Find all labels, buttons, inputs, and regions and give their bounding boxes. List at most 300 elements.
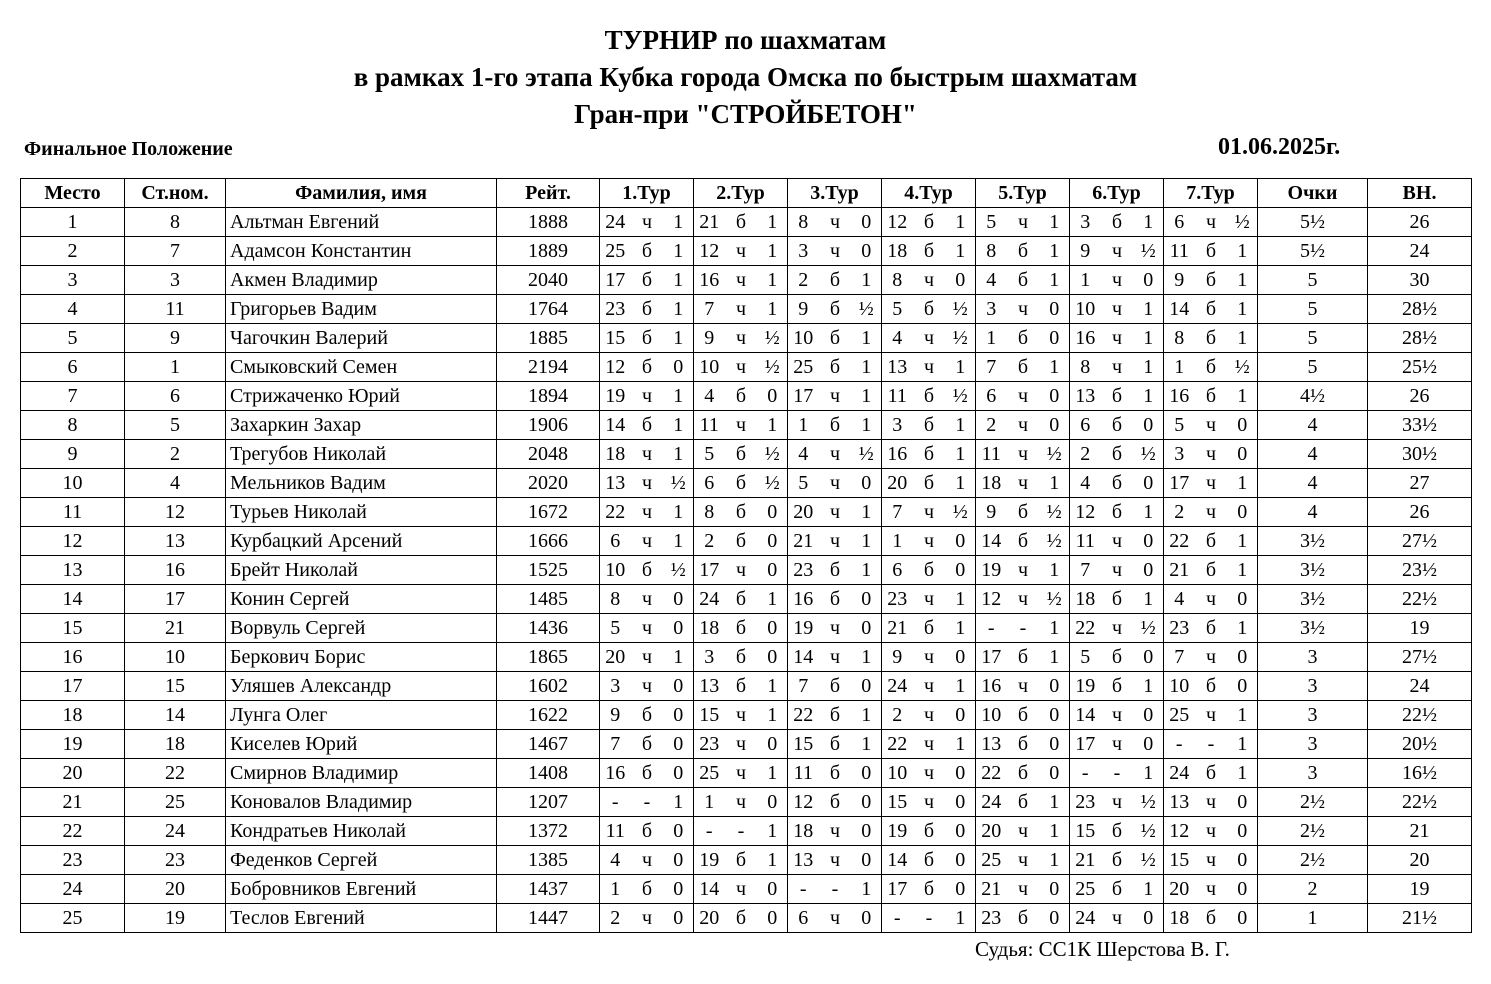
round-2-opponent-cell: 23 bbox=[694, 730, 725, 759]
round-1-colour-cell: б bbox=[631, 324, 664, 353]
round-3-result-cell: 0 bbox=[852, 585, 882, 614]
round-6-colour-cell: ч bbox=[1101, 614, 1134, 643]
round-1-colour-cell: ч bbox=[631, 643, 664, 672]
round-4-opponent-cell: 8 bbox=[882, 266, 913, 295]
round-4-opponent-cell: 9 bbox=[882, 643, 913, 672]
start-number-cell: 8 bbox=[125, 208, 226, 237]
round-1-opponent-cell: 24 bbox=[600, 208, 631, 237]
table-row bbox=[21, 556, 1472, 585]
round-6-opponent-cell: 2 bbox=[1070, 440, 1101, 469]
points-cell: 5½ bbox=[1258, 208, 1368, 237]
round-6-colour-cell: ч bbox=[1101, 701, 1134, 730]
round-5-colour-cell: ч bbox=[1007, 469, 1040, 498]
round-2-result-cell: 1 bbox=[758, 817, 788, 846]
round-4-opponent-cell: 10 bbox=[882, 759, 913, 788]
round-7-result-cell: 0 bbox=[1228, 846, 1258, 875]
table-row bbox=[21, 295, 1472, 324]
round-2-colour-cell: б bbox=[725, 643, 758, 672]
round-7-colour-cell: ч bbox=[1195, 701, 1228, 730]
round-5-opponent-cell: 7 bbox=[976, 353, 1007, 382]
round-3-result-cell: 1 bbox=[852, 643, 882, 672]
round-1-colour-cell: ч bbox=[631, 585, 664, 614]
round-7-colour-cell: ч bbox=[1195, 440, 1228, 469]
round-7-colour-cell: б bbox=[1195, 614, 1228, 643]
rating-cell: 1602 bbox=[497, 672, 600, 701]
round-2-colour-cell: б bbox=[725, 846, 758, 875]
tiebreak-cell: 21½ bbox=[1368, 904, 1472, 933]
place-cell: 23 bbox=[21, 846, 125, 875]
start-number-cell: 14 bbox=[125, 701, 226, 730]
round-5-result-cell: 0 bbox=[1040, 295, 1070, 324]
start-number-cell: 11 bbox=[125, 295, 226, 324]
table-row bbox=[21, 672, 1472, 701]
points-cell: 4 bbox=[1258, 411, 1368, 440]
points-cell: 5 bbox=[1258, 324, 1368, 353]
points-cell: 3½ bbox=[1258, 527, 1368, 556]
round-5-colour-cell: б bbox=[1007, 527, 1040, 556]
round-6-result-cell: 0 bbox=[1134, 556, 1164, 585]
round-3-opponent-cell: 23 bbox=[788, 556, 819, 585]
start-number-cell: 4 bbox=[125, 469, 226, 498]
round-5-opponent-cell: 3 bbox=[976, 295, 1007, 324]
points-cell: 5 bbox=[1258, 353, 1368, 382]
round-5-opponent-cell: 21 bbox=[976, 875, 1007, 904]
round-3-opponent-cell: - bbox=[788, 875, 819, 904]
round-6-result-cell: ½ bbox=[1134, 817, 1164, 846]
place-cell: 17 bbox=[21, 672, 125, 701]
round-1-result-cell: 0 bbox=[664, 846, 694, 875]
round-2-result-cell: 0 bbox=[758, 527, 788, 556]
round-3-result-cell: 0 bbox=[852, 759, 882, 788]
round-3-colour-cell: б bbox=[819, 730, 852, 759]
table-row bbox=[21, 788, 1472, 817]
place-cell: 13 bbox=[21, 556, 125, 585]
points-cell: 3 bbox=[1258, 672, 1368, 701]
round-2-opponent-cell: 21 bbox=[694, 208, 725, 237]
round-2-result-cell: 0 bbox=[758, 904, 788, 933]
round-4-colour-cell: б bbox=[913, 846, 946, 875]
round-1-result-cell: 1 bbox=[664, 382, 694, 411]
round-6-colour-cell: ч bbox=[1101, 266, 1134, 295]
round-7-colour-cell: б bbox=[1195, 382, 1228, 411]
round-3-opponent-cell: 3 bbox=[788, 237, 819, 266]
round-2-opponent-cell: 3 bbox=[694, 643, 725, 672]
round-5-colour-cell: б bbox=[1007, 324, 1040, 353]
round-4-result-cell: ½ bbox=[946, 498, 976, 527]
round-3-colour-cell: ч bbox=[819, 846, 852, 875]
start-number-cell: 15 bbox=[125, 672, 226, 701]
round-1-opponent-cell: 3 bbox=[600, 672, 631, 701]
points-cell: 3 bbox=[1258, 759, 1368, 788]
round-4-opponent-cell: 3 bbox=[882, 411, 913, 440]
place-cell: 11 bbox=[21, 498, 125, 527]
round-6-result-cell: 1 bbox=[1134, 672, 1164, 701]
round-4-result-cell: 0 bbox=[946, 643, 976, 672]
round-1-colour-cell: б bbox=[631, 875, 664, 904]
round-1-opponent-cell: - bbox=[600, 788, 631, 817]
start-number-cell: 24 bbox=[125, 817, 226, 846]
round-2-colour-cell: б bbox=[725, 440, 758, 469]
round-3-opponent-cell: 21 bbox=[788, 527, 819, 556]
round-2-colour-cell: б bbox=[725, 527, 758, 556]
round-1-colour-cell: б bbox=[631, 266, 664, 295]
tiebreak-cell: 26 bbox=[1368, 498, 1472, 527]
round-4-colour-cell: ч bbox=[913, 701, 946, 730]
table-row bbox=[21, 875, 1472, 904]
points-cell: 3½ bbox=[1258, 614, 1368, 643]
round-1-result-cell: 0 bbox=[664, 353, 694, 382]
start-number-cell: 19 bbox=[125, 904, 226, 933]
round-7-opponent-cell: 18 bbox=[1164, 904, 1195, 933]
round-5-result-cell: 0 bbox=[1040, 730, 1070, 759]
round-7-colour-cell: ч bbox=[1195, 817, 1228, 846]
header-round-3: 3.Тур bbox=[788, 179, 882, 208]
header-round-4: 4.Тур bbox=[882, 179, 976, 208]
round-3-opponent-cell: 9 bbox=[788, 295, 819, 324]
round-1-opponent-cell: 20 bbox=[600, 643, 631, 672]
round-3-colour-cell: ч bbox=[819, 382, 852, 411]
round-7-colour-cell: ч bbox=[1195, 643, 1228, 672]
round-3-opponent-cell: 11 bbox=[788, 759, 819, 788]
round-6-colour-cell: б bbox=[1101, 672, 1134, 701]
round-4-opponent-cell: 17 bbox=[882, 875, 913, 904]
round-1-result-cell: 1 bbox=[664, 324, 694, 353]
table-row bbox=[21, 904, 1472, 933]
round-4-opponent-cell: 7 bbox=[882, 498, 913, 527]
points-cell: 4 bbox=[1258, 469, 1368, 498]
round-6-colour-cell: ч bbox=[1101, 730, 1134, 759]
rating-cell: 1889 bbox=[497, 237, 600, 266]
round-1-opponent-cell: 14 bbox=[600, 411, 631, 440]
table-row bbox=[21, 208, 1472, 237]
round-6-opponent-cell: 8 bbox=[1070, 353, 1101, 382]
round-6-result-cell: ½ bbox=[1134, 440, 1164, 469]
round-5-colour-cell: б bbox=[1007, 730, 1040, 759]
round-6-result-cell: 1 bbox=[1134, 295, 1164, 324]
round-6-colour-cell: б bbox=[1101, 846, 1134, 875]
round-2-opponent-cell: 19 bbox=[694, 846, 725, 875]
round-6-result-cell: 0 bbox=[1134, 411, 1164, 440]
round-2-colour-cell: ч bbox=[725, 411, 758, 440]
round-2-colour-cell: б bbox=[725, 614, 758, 643]
tiebreak-cell: 16½ bbox=[1368, 759, 1472, 788]
round-2-result-cell: 0 bbox=[758, 875, 788, 904]
round-5-colour-cell: б bbox=[1007, 353, 1040, 382]
round-5-result-cell: 0 bbox=[1040, 875, 1070, 904]
round-7-result-cell: 1 bbox=[1228, 382, 1258, 411]
round-7-colour-cell: - bbox=[1195, 730, 1228, 759]
player-name-cell: Кондратьев Николай bbox=[226, 817, 497, 846]
round-1-colour-cell: б bbox=[631, 411, 664, 440]
round-3-result-cell: 0 bbox=[852, 208, 882, 237]
round-2-result-cell: ½ bbox=[758, 440, 788, 469]
round-6-colour-cell: ч bbox=[1101, 237, 1134, 266]
round-1-colour-cell: ч bbox=[631, 846, 664, 875]
round-5-opponent-cell: 2 bbox=[976, 411, 1007, 440]
round-7-opponent-cell: 16 bbox=[1164, 382, 1195, 411]
round-5-result-cell: 0 bbox=[1040, 701, 1070, 730]
round-7-opponent-cell: 4 bbox=[1164, 585, 1195, 614]
round-5-colour-cell: ч bbox=[1007, 672, 1040, 701]
round-4-colour-cell: ч bbox=[913, 643, 946, 672]
round-2-opponent-cell: 9 bbox=[694, 324, 725, 353]
round-7-opponent-cell: - bbox=[1164, 730, 1195, 759]
round-4-colour-cell: ч bbox=[913, 672, 946, 701]
tiebreak-cell: 24 bbox=[1368, 237, 1472, 266]
points-cell: 4 bbox=[1258, 498, 1368, 527]
round-5-opponent-cell: 6 bbox=[976, 382, 1007, 411]
round-5-colour-cell: ч bbox=[1007, 846, 1040, 875]
round-2-result-cell: 0 bbox=[758, 614, 788, 643]
start-number-cell: 17 bbox=[125, 585, 226, 614]
place-cell: 20 bbox=[21, 759, 125, 788]
round-4-result-cell: 0 bbox=[946, 701, 976, 730]
start-number-cell: 25 bbox=[125, 788, 226, 817]
round-5-colour-cell: б bbox=[1007, 701, 1040, 730]
round-4-colour-cell: ч bbox=[913, 527, 946, 556]
round-5-opponent-cell: 22 bbox=[976, 759, 1007, 788]
round-5-result-cell: ½ bbox=[1040, 527, 1070, 556]
round-4-colour-cell: б bbox=[913, 237, 946, 266]
player-name-cell: Смыковский Семен bbox=[226, 353, 497, 382]
round-4-opponent-cell: 15 bbox=[882, 788, 913, 817]
table-row bbox=[21, 237, 1472, 266]
round-5-result-cell: 1 bbox=[1040, 266, 1070, 295]
round-4-result-cell: ½ bbox=[946, 382, 976, 411]
round-3-opponent-cell: 10 bbox=[788, 324, 819, 353]
round-6-result-cell: 1 bbox=[1134, 498, 1164, 527]
round-4-result-cell: 1 bbox=[946, 353, 976, 382]
round-4-opponent-cell: 11 bbox=[882, 382, 913, 411]
round-6-colour-cell: ч bbox=[1101, 556, 1134, 585]
place-cell: 3 bbox=[21, 266, 125, 295]
place-cell: 9 bbox=[21, 440, 125, 469]
tiebreak-cell: 22½ bbox=[1368, 788, 1472, 817]
rating-cell: 1906 bbox=[497, 411, 600, 440]
round-6-opponent-cell: 25 bbox=[1070, 875, 1101, 904]
round-6-result-cell: 0 bbox=[1134, 469, 1164, 498]
round-5-result-cell: 1 bbox=[1040, 614, 1070, 643]
round-4-result-cell: 1 bbox=[946, 904, 976, 933]
table-header-row bbox=[21, 179, 1472, 208]
round-1-colour-cell: ч bbox=[631, 614, 664, 643]
round-3-result-cell: 1 bbox=[852, 701, 882, 730]
round-2-result-cell: 0 bbox=[758, 382, 788, 411]
player-name-cell: Стрижаченко Юрий bbox=[226, 382, 497, 411]
round-2-opponent-cell: 18 bbox=[694, 614, 725, 643]
rating-cell: 1372 bbox=[497, 817, 600, 846]
header-place: Место bbox=[21, 179, 125, 208]
round-3-colour-cell: б bbox=[819, 788, 852, 817]
tiebreak-cell: 27½ bbox=[1368, 643, 1472, 672]
round-7-opponent-cell: 3 bbox=[1164, 440, 1195, 469]
round-3-result-cell: 1 bbox=[852, 324, 882, 353]
round-4-result-cell: 0 bbox=[946, 875, 976, 904]
table-row bbox=[21, 817, 1472, 846]
round-7-opponent-cell: 22 bbox=[1164, 527, 1195, 556]
tiebreak-cell: 30 bbox=[1368, 266, 1472, 295]
round-6-result-cell: 1 bbox=[1134, 324, 1164, 353]
place-cell: 18 bbox=[21, 701, 125, 730]
round-1-result-cell: 1 bbox=[664, 498, 694, 527]
table-row bbox=[21, 643, 1472, 672]
round-7-result-cell: 1 bbox=[1228, 527, 1258, 556]
table-row bbox=[21, 411, 1472, 440]
round-2-opponent-cell: 14 bbox=[694, 875, 725, 904]
round-7-result-cell: 1 bbox=[1228, 469, 1258, 498]
player-name-cell: Беркович Борис bbox=[226, 643, 497, 672]
round-2-result-cell: 1 bbox=[758, 208, 788, 237]
round-2-colour-cell: ч bbox=[725, 701, 758, 730]
round-1-opponent-cell: 11 bbox=[600, 817, 631, 846]
table-row bbox=[21, 382, 1472, 411]
round-6-colour-cell: б bbox=[1101, 382, 1134, 411]
round-7-colour-cell: б bbox=[1195, 904, 1228, 933]
round-4-opponent-cell: 16 bbox=[882, 440, 913, 469]
round-4-colour-cell: б bbox=[913, 875, 946, 904]
header-name: Фамилия, имя bbox=[226, 179, 497, 208]
round-3-result-cell: 0 bbox=[852, 469, 882, 498]
round-7-opponent-cell: 5 bbox=[1164, 411, 1195, 440]
round-2-opponent-cell: 24 bbox=[694, 585, 725, 614]
start-number-cell: 10 bbox=[125, 643, 226, 672]
table-row bbox=[21, 469, 1472, 498]
tiebreak-cell: 23½ bbox=[1368, 556, 1472, 585]
round-1-result-cell: 0 bbox=[664, 904, 694, 933]
round-3-opponent-cell: 12 bbox=[788, 788, 819, 817]
round-1-result-cell: 0 bbox=[664, 817, 694, 846]
round-6-opponent-cell: 17 bbox=[1070, 730, 1101, 759]
round-7-result-cell: 1 bbox=[1228, 295, 1258, 324]
round-1-result-cell: 0 bbox=[664, 585, 694, 614]
round-2-colour-cell: ч bbox=[725, 875, 758, 904]
round-3-opponent-cell: 6 bbox=[788, 904, 819, 933]
round-6-colour-cell: ч bbox=[1101, 788, 1134, 817]
round-3-colour-cell: ч bbox=[819, 614, 852, 643]
table-body bbox=[21, 208, 1472, 933]
round-7-colour-cell: б bbox=[1195, 672, 1228, 701]
round-1-result-cell: 0 bbox=[664, 614, 694, 643]
rating-cell: 1447 bbox=[497, 904, 600, 933]
round-6-opponent-cell: 7 bbox=[1070, 556, 1101, 585]
rating-cell: 2020 bbox=[497, 469, 600, 498]
round-5-opponent-cell: 19 bbox=[976, 556, 1007, 585]
round-3-colour-cell: ч bbox=[819, 817, 852, 846]
points-cell: 3 bbox=[1258, 730, 1368, 759]
round-4-opponent-cell: 18 bbox=[882, 237, 913, 266]
round-6-opponent-cell: 6 bbox=[1070, 411, 1101, 440]
round-3-colour-cell: б bbox=[819, 411, 852, 440]
start-number-cell: 3 bbox=[125, 266, 226, 295]
round-2-colour-cell: ч bbox=[725, 295, 758, 324]
round-7-colour-cell: б bbox=[1195, 353, 1228, 382]
round-3-opponent-cell: 19 bbox=[788, 614, 819, 643]
header-points: Очки bbox=[1258, 179, 1368, 208]
round-6-opponent-cell: 23 bbox=[1070, 788, 1101, 817]
round-4-result-cell: 0 bbox=[946, 527, 976, 556]
round-5-opponent-cell: 11 bbox=[976, 440, 1007, 469]
tiebreak-cell: 30½ bbox=[1368, 440, 1472, 469]
round-4-opponent-cell: 5 bbox=[882, 295, 913, 324]
round-3-opponent-cell: 25 bbox=[788, 353, 819, 382]
table-row bbox=[21, 353, 1472, 382]
round-7-result-cell: ½ bbox=[1228, 208, 1258, 237]
header-start-number: Ст.ном. bbox=[125, 179, 226, 208]
rating-cell: 1622 bbox=[497, 701, 600, 730]
round-1-result-cell: 0 bbox=[664, 701, 694, 730]
start-number-cell: 22 bbox=[125, 759, 226, 788]
round-7-colour-cell: ч bbox=[1195, 411, 1228, 440]
place-cell: 25 bbox=[21, 904, 125, 933]
round-6-colour-cell: б bbox=[1101, 411, 1134, 440]
round-6-colour-cell: ч bbox=[1101, 353, 1134, 382]
round-4-colour-cell: ч bbox=[913, 324, 946, 353]
round-5-opponent-cell: 8 bbox=[976, 237, 1007, 266]
place-cell: 4 bbox=[21, 295, 125, 324]
round-7-result-cell: ½ bbox=[1228, 353, 1258, 382]
place-cell: 21 bbox=[21, 788, 125, 817]
round-6-colour-cell: б bbox=[1101, 643, 1134, 672]
round-6-result-cell: ½ bbox=[1134, 614, 1164, 643]
rating-cell: 1885 bbox=[497, 324, 600, 353]
place-cell: 2 bbox=[21, 237, 125, 266]
round-6-result-cell: ½ bbox=[1134, 788, 1164, 817]
standings-status: Финальное Положение bbox=[24, 138, 233, 160]
round-6-opponent-cell: 19 bbox=[1070, 672, 1101, 701]
tiebreak-cell: 26 bbox=[1368, 208, 1472, 237]
round-6-colour-cell: б bbox=[1101, 208, 1134, 237]
player-name-cell: Захаркин Захар bbox=[226, 411, 497, 440]
round-3-colour-cell: - bbox=[819, 875, 852, 904]
rating-cell: 1865 bbox=[497, 643, 600, 672]
round-3-result-cell: 0 bbox=[852, 672, 882, 701]
round-4-colour-cell: б bbox=[913, 469, 946, 498]
round-7-colour-cell: б bbox=[1195, 266, 1228, 295]
points-cell: 2 bbox=[1258, 875, 1368, 904]
round-1-colour-cell: - bbox=[631, 788, 664, 817]
round-4-colour-cell: б bbox=[913, 295, 946, 324]
rating-cell: 1437 bbox=[497, 875, 600, 904]
start-number-cell: 23 bbox=[125, 846, 226, 875]
table-row bbox=[21, 846, 1472, 875]
round-6-result-cell: 0 bbox=[1134, 730, 1164, 759]
round-7-result-cell: 0 bbox=[1228, 643, 1258, 672]
player-name-cell: Бобровников Евгений bbox=[226, 875, 497, 904]
round-4-colour-cell: б bbox=[913, 382, 946, 411]
round-1-colour-cell: б bbox=[631, 237, 664, 266]
round-4-colour-cell: ч bbox=[913, 585, 946, 614]
place-cell: 24 bbox=[21, 875, 125, 904]
round-5-result-cell: 1 bbox=[1040, 846, 1070, 875]
round-1-opponent-cell: 17 bbox=[600, 266, 631, 295]
player-name-cell: Турьев Николай bbox=[226, 498, 497, 527]
round-4-opponent-cell: 2 bbox=[882, 701, 913, 730]
round-1-opponent-cell: 9 bbox=[600, 701, 631, 730]
round-1-colour-cell: б bbox=[631, 730, 664, 759]
round-2-colour-cell: б bbox=[725, 498, 758, 527]
round-5-result-cell: 1 bbox=[1040, 817, 1070, 846]
round-4-colour-cell: - bbox=[913, 904, 946, 933]
round-4-result-cell: 1 bbox=[946, 208, 976, 237]
round-2-colour-cell: ч bbox=[725, 324, 758, 353]
round-1-result-cell: 0 bbox=[664, 759, 694, 788]
tiebreak-cell: 33½ bbox=[1368, 411, 1472, 440]
round-5-opponent-cell: 13 bbox=[976, 730, 1007, 759]
round-5-colour-cell: ч bbox=[1007, 295, 1040, 324]
round-7-opponent-cell: 14 bbox=[1164, 295, 1195, 324]
round-4-opponent-cell: 19 bbox=[882, 817, 913, 846]
round-1-colour-cell: ч bbox=[631, 672, 664, 701]
